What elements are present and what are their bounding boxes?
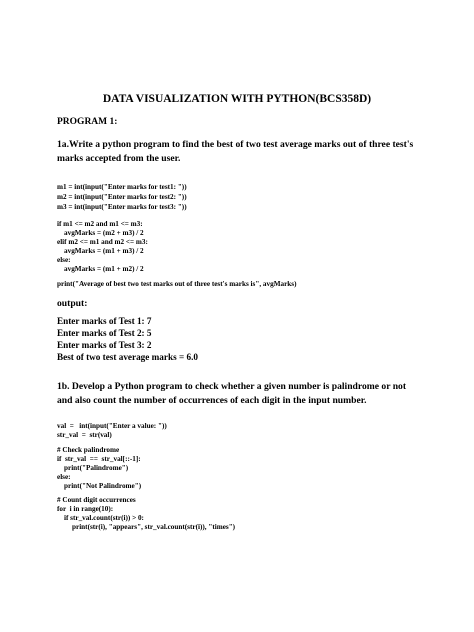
code-line: m2 = int(input("Enter marks for test2: ")) <box>57 193 187 201</box>
code-line: for i in range(10): <box>57 505 114 513</box>
code-line: print("Average of best two test marks out of three test's marks is", avgMarks) <box>57 280 297 288</box>
code-line: if str_val == str_val[::-1]: <box>57 455 141 463</box>
code-line: else: <box>57 473 71 481</box>
code-line: # Check palindrome <box>57 446 120 454</box>
code-line: print(str(i), "appears", str_val.count(str(i)), "times") <box>72 523 236 531</box>
code-line: m3 = int(input("Enter marks for test3: ")) <box>57 203 187 211</box>
code-line: if m1 <= m2 and m1 <= m3: <box>57 220 143 228</box>
code-line: val = int(input("Enter a value: ")) <box>57 422 167 430</box>
output-line: Best of two test average marks = 6.0 <box>57 352 198 362</box>
output-heading: output: <box>57 298 88 309</box>
code-line: avgMarks = (m2 + m3) / 2 <box>64 229 144 237</box>
code-line: avgMarks = (m1 + m2) / 2 <box>64 265 144 273</box>
code-line: elif m2 <= m1 and m2 <= m3: <box>57 238 148 246</box>
question-1a-line-2: marks accepted from the user. <box>57 153 181 164</box>
code-line: # Count digit occurrences <box>57 496 136 504</box>
code-line: if str_val.count(str(i)) > 0: <box>64 514 144 522</box>
code-line: str_val = str(val) <box>57 431 112 439</box>
code-line: avgMarks = (m1 + m3) / 2 <box>64 247 144 255</box>
question-1a-line-1: 1a.Write a python program to find the best of two test average marks out of three test's <box>57 139 414 150</box>
code-line: print("Palindrome") <box>64 464 129 472</box>
output-line: Enter marks of Test 2: 5 <box>57 328 152 338</box>
question-1b-line-1: 1b. Develop a Python program to check whether a given number is palindrome or not <box>57 381 407 392</box>
output-line: Enter marks of Test 1: 7 <box>57 316 152 326</box>
question-1b-line-2: and also count the number of occurrences of each digit in the input number. <box>57 395 367 406</box>
code-line: print("Not Palindrome") <box>64 482 142 490</box>
output-line: Enter marks of Test 3: 2 <box>57 340 152 350</box>
document-title: DATA VISUALIZATION WITH PYTHON(BCS358D) <box>102 93 372 105</box>
program-heading: PROGRAM 1: <box>57 117 118 127</box>
code-line: m1 = int(input("Enter marks for test1: ")) <box>57 183 187 191</box>
code-line: else: <box>57 256 71 264</box>
